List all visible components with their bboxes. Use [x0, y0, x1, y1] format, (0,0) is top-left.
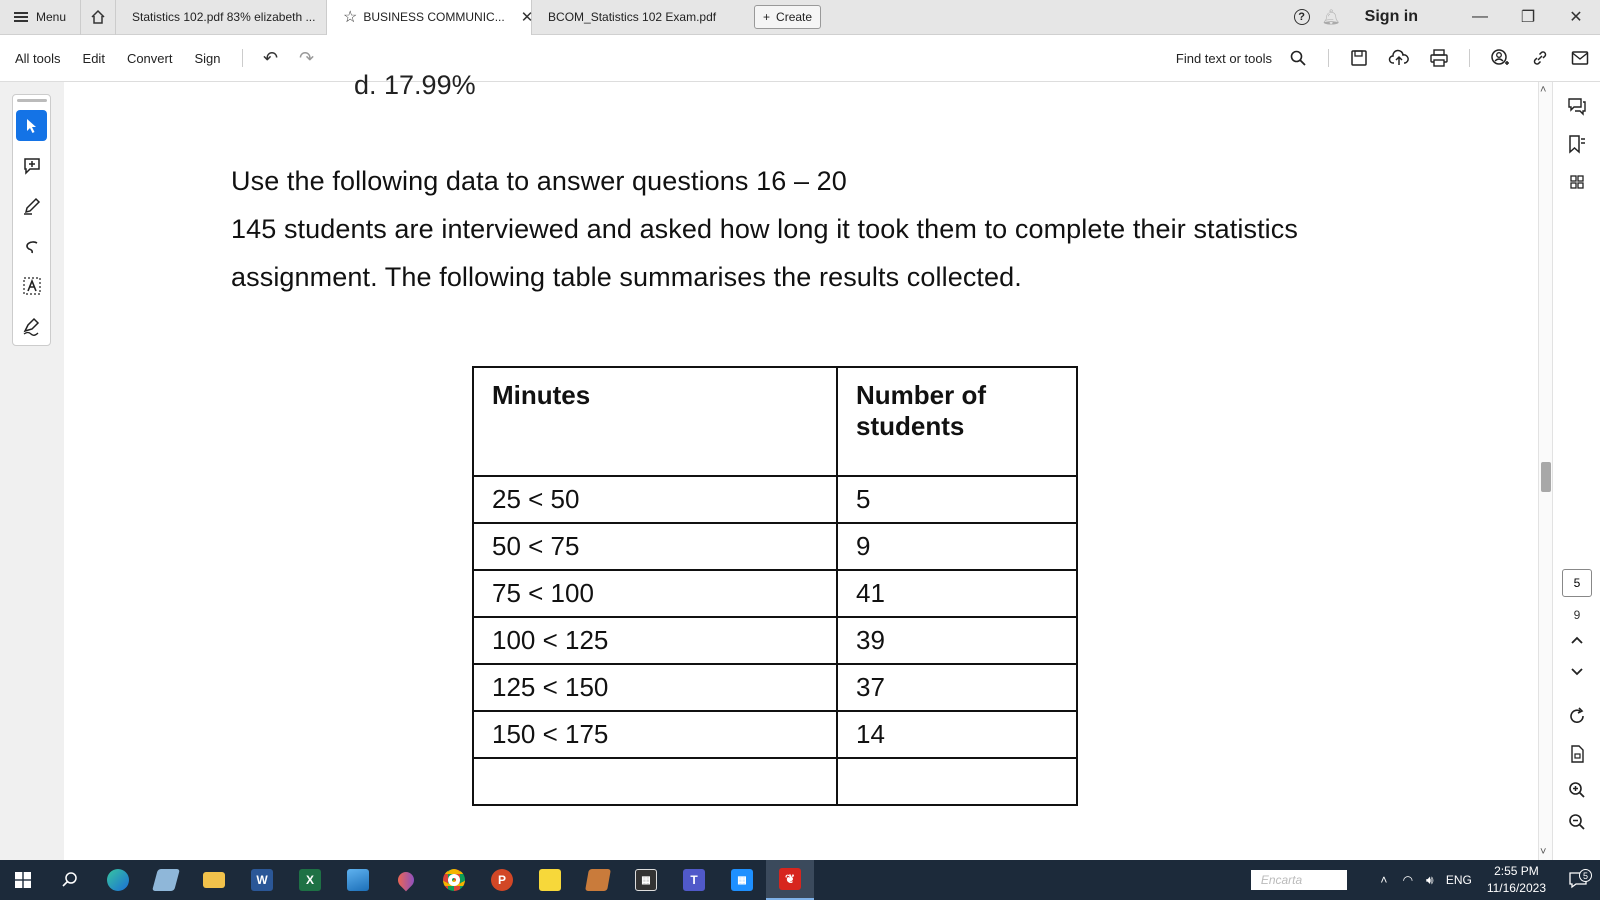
chrome-icon [443, 869, 465, 891]
acrobat-icon: ❦ [779, 868, 801, 890]
taskbar-edge[interactable] [94, 860, 142, 900]
notification-count-badge: 5 [1579, 869, 1592, 882]
toolbar-divider [242, 49, 243, 67]
language-indicator[interactable]: ENG [1445, 873, 1472, 887]
taskbar-photos[interactable] [334, 860, 382, 900]
comments-icon[interactable] [1567, 96, 1587, 116]
zoom-out-icon[interactable] [1567, 812, 1587, 832]
tab-bcom-statistics-exam[interactable] [532, 0, 738, 35]
cell-minutes: 125 < 150 [473, 664, 837, 711]
main-toolbar [0, 35, 1600, 82]
excel-icon: X [299, 869, 321, 891]
folder-icon [203, 872, 225, 888]
paint-drop-icon [395, 869, 418, 892]
volume-icon[interactable]: 🔊︎ [1426, 872, 1434, 887]
undo-icon[interactable]: ↶ [262, 47, 279, 68]
table-row [473, 711, 1077, 758]
tab-label: BUSINESS COMMUNIC... [363, 10, 505, 24]
header-number-of-students: Number of students [837, 367, 1077, 476]
create-button[interactable] [754, 5, 821, 29]
help-icon[interactable]: ? [1294, 9, 1310, 25]
tools-icon [585, 869, 611, 891]
photos-icon [347, 869, 369, 891]
cell-count: 39 [837, 617, 1077, 664]
cell-count: 37 [837, 664, 1077, 711]
find-text-or-tools[interactable]: Find text or tools [1175, 50, 1272, 66]
answer-option-d: d. 17.99% [354, 70, 476, 100]
convert-button[interactable]: Convert [126, 50, 173, 66]
sign-pen-icon [22, 316, 42, 336]
home-icon [90, 9, 106, 25]
sign-in-button[interactable]: Sign in [1364, 8, 1418, 25]
cell-minutes: 150 < 175 [473, 711, 837, 758]
word-icon: W [251, 869, 273, 891]
table-row [473, 476, 1077, 523]
left-tools-panel [0, 82, 64, 860]
powerpoint-icon: P [491, 869, 513, 891]
cell-minutes: 50 < 75 [473, 523, 837, 570]
pen-icon [22, 196, 42, 216]
tab-bar [0, 0, 1600, 35]
upload-cloud-icon[interactable] [1379, 49, 1419, 67]
cell-minutes [473, 758, 837, 805]
taskbar-powerpoint[interactable] [478, 860, 526, 900]
select-tool[interactable] [16, 110, 47, 141]
clock-time: 2:55 PM [1494, 864, 1539, 878]
cell-minutes: 25 < 50 [473, 476, 837, 523]
cell-count: 5 [837, 476, 1077, 523]
scroll-up-icon[interactable]: ˄ [1540, 84, 1547, 96]
rotate-icon[interactable] [1567, 706, 1587, 726]
tab-label: Statistics 102.pdf 83% elizabeth ... [132, 10, 316, 24]
close-window-icon[interactable]: ✕ [1569, 9, 1583, 26]
tab-business-communication[interactable] [326, 0, 532, 35]
email-icon[interactable] [1560, 50, 1600, 66]
taskbar-notepad[interactable] [142, 860, 190, 900]
plus-icon: + [763, 10, 771, 24]
bell-icon[interactable]: 🔔︎ [1321, 9, 1341, 26]
zoom-in-icon[interactable] [1567, 780, 1587, 800]
hamburger-icon [14, 12, 28, 22]
wifi-icon[interactable]: ◠ [1402, 873, 1414, 887]
table-row [473, 523, 1077, 570]
text-tool[interactable] [16, 270, 47, 301]
cell-count: 14 [837, 711, 1077, 758]
restore-icon[interactable]: ❐ [1520, 9, 1536, 26]
sticky-note-icon [539, 869, 561, 891]
drag-handle[interactable] [17, 99, 47, 102]
taskbar-clock[interactable] [1487, 863, 1546, 897]
show-hidden-icons-icon[interactable]: ˄ [1380, 873, 1388, 887]
menu-button[interactable] [0, 0, 80, 35]
previous-page-icon[interactable] [1567, 630, 1587, 650]
system-tray [1251, 860, 1600, 900]
calendar-icon: ▦ [731, 869, 753, 891]
taskbar-file-explorer[interactable] [190, 860, 238, 900]
notifications-button[interactable] [1556, 872, 1600, 888]
taskbar-teams[interactable] [670, 860, 718, 900]
right-rail [1552, 82, 1600, 860]
encarta-search-box[interactable]: Encarta [1251, 870, 1347, 890]
add-comment-tool[interactable] [16, 150, 47, 181]
teams-icon: T [683, 869, 705, 891]
total-pages: 9 [1573, 608, 1581, 622]
instruction-text: Use the following data to answer questions 16 – 20 [231, 166, 847, 196]
link-icon[interactable] [1520, 49, 1560, 67]
text-box-icon [22, 276, 42, 296]
toolbar-divider [1469, 49, 1470, 67]
table-row [473, 758, 1077, 805]
save-icon[interactable] [1339, 49, 1379, 67]
freehand-icon [22, 236, 42, 256]
header-minutes: Minutes [473, 367, 837, 476]
fill-sign-tool[interactable] [16, 310, 47, 341]
cell-minutes: 100 < 125 [473, 617, 837, 664]
edge-icon [107, 869, 129, 891]
windows-logo-icon [15, 872, 31, 888]
quick-tools [12, 94, 51, 346]
cell-count: 9 [837, 523, 1077, 570]
vertical-scrollbar[interactable] [1538, 82, 1552, 860]
table-row [473, 570, 1077, 617]
comment-plus-icon [22, 156, 42, 176]
scroll-down-icon[interactable]: ˅ [1540, 846, 1547, 858]
taskbar-search-button[interactable] [46, 860, 94, 900]
minimize-icon[interactable]: — [1472, 8, 1488, 25]
taskbar-sticky-notes[interactable] [526, 860, 574, 900]
sign-button[interactable]: Sign [194, 50, 221, 66]
cell-minutes: 75 < 100 [473, 570, 837, 617]
home-button[interactable] [80, 0, 116, 35]
start-button[interactable] [0, 860, 46, 900]
question-text-line-2: assignment. The following table summarises the results collected. [231, 262, 1022, 292]
table-row [473, 617, 1077, 664]
star-icon[interactable]: ☆ [343, 9, 358, 26]
taskbar-tool-app[interactable] [574, 860, 622, 900]
print-icon[interactable] [1419, 49, 1459, 67]
taskbar-chrome[interactable] [430, 860, 478, 900]
create-label: Create [776, 10, 813, 24]
document-viewer[interactable] [64, 70, 1538, 860]
cell-count: 41 [837, 570, 1077, 617]
next-page-icon[interactable] [1567, 662, 1587, 682]
tab-label: BCOM_Statistics 102 Exam.pdf [548, 10, 717, 24]
table-header-row [473, 367, 1077, 476]
menu-label: Menu [36, 10, 67, 24]
cell-count [837, 758, 1077, 805]
tab-statistics-102[interactable] [116, 0, 326, 35]
draw-tool[interactable] [16, 230, 47, 261]
bookmark-icon[interactable] [1567, 134, 1587, 154]
close-tab-icon[interactable]: ✕ [520, 9, 534, 26]
calculator-icon: ▦ [635, 869, 657, 891]
scroll-thumb[interactable] [1541, 462, 1551, 492]
taskbar-calendar[interactable] [718, 860, 766, 900]
redo-icon[interactable]: ↷ [298, 47, 315, 68]
share-user-icon[interactable] [1480, 48, 1520, 68]
toolbar-divider [1328, 49, 1329, 67]
table-row [473, 664, 1077, 711]
cursor-icon [25, 118, 39, 134]
taskbar-calculator[interactable] [622, 860, 670, 900]
taskbar-paint[interactable] [382, 860, 430, 900]
edit-button[interactable]: Edit [82, 50, 105, 66]
clock-date: 11/16/2023 [1486, 881, 1546, 895]
thumbnails-icon[interactable] [1567, 172, 1587, 192]
notepad-icon [152, 869, 180, 891]
frequency-table [472, 366, 1078, 806]
fit-page-icon[interactable] [1567, 744, 1587, 764]
highlight-tool[interactable] [16, 190, 47, 221]
taskbar-acrobat[interactable] [766, 860, 814, 900]
search-icon [61, 871, 79, 889]
taskbar-excel[interactable] [286, 860, 334, 900]
current-page-input[interactable]: 5 [1562, 569, 1592, 597]
taskbar-word[interactable] [238, 860, 286, 900]
search-icon[interactable] [1278, 50, 1318, 66]
windows-taskbar [0, 860, 1600, 900]
all-tools-button[interactable]: All tools [15, 50, 61, 66]
question-text-line-1: 145 students are interviewed and asked how long it took them to complete their statistics [231, 214, 1298, 244]
